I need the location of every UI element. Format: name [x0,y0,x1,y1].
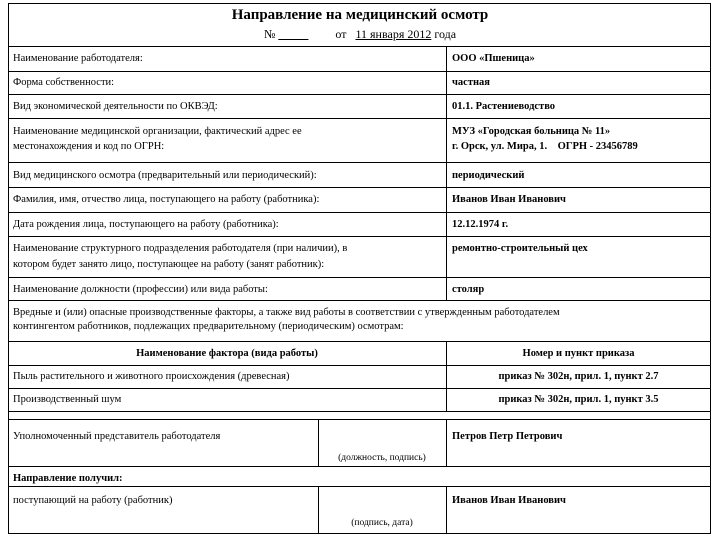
representative-name: Петров Петр Петрович [452,431,563,442]
value-okved: 01.1. Растениеводство [452,101,556,112]
rule [8,118,711,119]
column-divider [446,46,447,300]
label-position: Наименование должности (профессии) или вида работы: [13,284,268,295]
label-exam-type: Вид медицинского осмотра (предварительный или периодический): [13,170,317,181]
rule [8,341,711,342]
value-employer: ООО «Пшеница» [452,53,535,64]
label-employer: Наименование работодателя: [13,53,143,64]
number-prefix: № [263,27,276,41]
factors-intro-line2: контингентом работников, подлежащих предварительному (периодическим) осмотрам: [13,321,404,332]
rule [8,300,711,301]
rule [8,419,711,420]
column-divider [446,419,447,466]
label-birth-date: Дата рождения лица, поступающего на работу (работника): [13,219,279,230]
factors-header-factor: Наименование фактора (вида работы) [136,348,318,359]
value-exam-type: периодический [452,170,525,181]
document-title: Направление на медицинский осмотр [231,7,489,23]
label-ownership: Форма собственности: [13,77,115,88]
representative-hint: (должность, подпись) [338,453,426,463]
rule [8,277,711,278]
label-department-line1: Наименование структурного подразделения работодателя (при наличии), в [13,243,348,254]
rule [8,162,711,163]
number-blank: _____ [278,27,309,41]
rule [8,388,711,389]
worker-label: поступающий на работу (работник) [13,495,173,506]
factor-order: приказ № 302н, прил. 1, пункт 3.5 [498,394,659,405]
received-label: Направление получил: [13,473,123,484]
value-department: ремонтно-строительный цех [452,243,588,254]
rule [8,365,711,366]
factor-name: Производственный шум [13,394,122,405]
rule [8,71,711,72]
label-med-org-line1: Наименование медицинской организации, фактический адрес ее [13,126,302,137]
date-value: 11 января 2012 [355,27,432,41]
factors-header-order: Номер и пункт приказа [522,348,635,359]
value-med-org-line2: г. Орск, ул. Мира, 1. ОГРН - 23456789 [452,141,638,152]
rule [8,187,711,188]
column-divider [446,486,447,534]
label-full-name: Фамилия, имя, отчество лица, поступающего на работу (работника): [13,194,320,205]
rule [8,411,711,412]
document-number-date [0,27,720,42]
rule [8,46,711,47]
value-ownership: частная [452,77,490,88]
date-prefix: от [335,27,347,41]
date-suffix: года [434,27,457,41]
rule [8,212,711,213]
representative-label: Уполномоченный представитель работодателя [13,431,221,442]
factor-name: Пыль растительного и животного происхождения (древесная) [13,371,290,382]
factor-order: приказ № 302н, прил. 1, пункт 2.7 [498,371,659,382]
value-birth-date: 12.12.1974 г. [452,219,509,230]
value-full-name: Иванов Иван Иванович [452,194,566,205]
value-med-org-line1: МУЗ «Городская больница № 11» [452,126,611,137]
rule [8,486,711,487]
worker-hint: (подпись, дата) [351,518,413,528]
worker-name: Иванов Иван Иванович [452,495,566,506]
factors-intro-line1: Вредные и (или) опасные производственные факторы, а также вид работы в соответствии с утвержденным работодателем [13,307,560,318]
rule [8,466,711,467]
rule [8,236,711,237]
value-position: столяр [452,284,485,295]
label-okved: Вид экономической деятельности по ОКВЭД: [13,101,218,112]
rule [8,94,711,95]
label-med-org-line2: местонахождения и код по ОГРН: [13,141,165,152]
label-department-line2: котором будет занято лицо, поступающее на работу (занят работник): [13,259,325,270]
